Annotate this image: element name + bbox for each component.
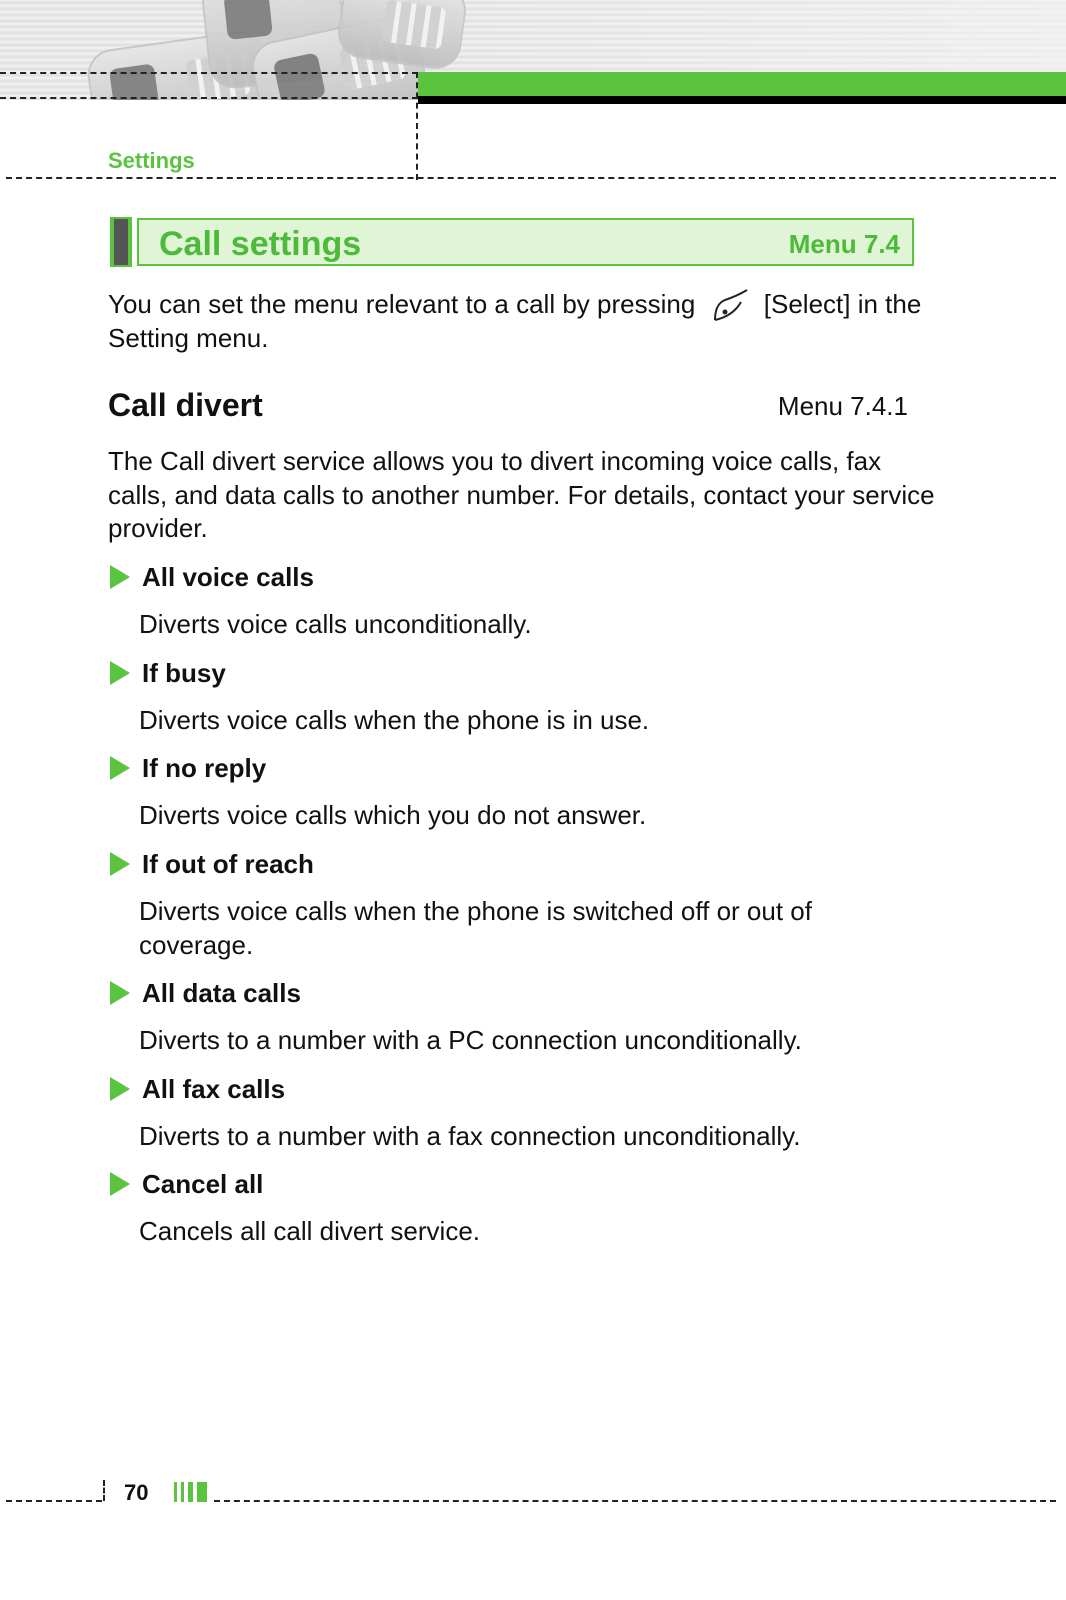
- option-description: Diverts to a number with a PC connection unconditionally.: [139, 1025, 802, 1055]
- option-name: All data calls: [142, 977, 301, 1008]
- option-item: [108, 847, 948, 962]
- section-menu-number: Menu 7.4.1: [777, 391, 908, 421]
- option-description: Diverts voice calls when the phone is switched off or out of coverage.: [139, 896, 812, 960]
- option-description: Cancels all call divert service.: [139, 1216, 481, 1246]
- option-name: If out of reach: [142, 848, 314, 879]
- option-item: [108, 560, 948, 642]
- option-name: If no reply: [142, 752, 267, 783]
- section-heading: Call divert: [108, 387, 263, 423]
- header-dash-line: [0, 72, 418, 74]
- option-description: Diverts voice calls unconditionally.: [139, 609, 532, 639]
- option-description: Diverts to a number with a fax connection unconditionally.: [139, 1121, 801, 1151]
- page-number: 70: [124, 1480, 149, 1505]
- option-item: [108, 656, 948, 738]
- footer-rule: [6, 1500, 102, 1502]
- bullet-arrow-icon: [110, 1077, 130, 1101]
- footer-tick: [103, 1480, 105, 1501]
- option-name: All fax calls: [142, 1073, 286, 1104]
- option-item: [108, 751, 948, 833]
- section-description: The Call divert service allows you to divert incoming voice calls, fax calls, and data calls to another number. For details, contact your service provider.: [108, 446, 935, 543]
- bullet-arrow-icon: [110, 565, 130, 589]
- option-name: Cancel all: [142, 1168, 264, 1199]
- option-description: Diverts voice calls when the phone is in use.: [139, 705, 650, 735]
- option-item: [108, 976, 948, 1058]
- option-description: Diverts voice calls which you do not answer.: [139, 800, 647, 830]
- bullet-arrow-icon: [110, 661, 130, 685]
- bullet-arrow-icon: [110, 852, 130, 876]
- intro-text: You can set the menu relevant to a call by pressing: [108, 289, 696, 319]
- page-title: Call settings: [159, 225, 362, 263]
- header-dash-line: [0, 97, 418, 99]
- send-key-icon: [711, 288, 751, 322]
- intro-text-end: [Select] in the Setting menu.: [108, 289, 922, 353]
- bullet-arrow-icon: [110, 756, 130, 780]
- header-dash-divider: [416, 72, 418, 180]
- footer-bars-decoration: [174, 1482, 207, 1502]
- option-name: All voice calls: [142, 561, 314, 592]
- option-item: [108, 1167, 948, 1249]
- header-green-bar: [418, 72, 1066, 98]
- header-rule: [6, 177, 1056, 179]
- header-black-bar: [418, 96, 1066, 104]
- bullet-arrow-icon: [110, 981, 130, 1005]
- intro-paragraph: [108, 288, 938, 356]
- bullet-arrow-icon: [110, 1172, 130, 1196]
- title-marker: [110, 217, 132, 267]
- title-box: [137, 218, 914, 266]
- option-name: If busy: [142, 657, 226, 688]
- footer-rule: [214, 1500, 1056, 1502]
- title-menu-number: Menu 7.4: [788, 229, 900, 259]
- section-label: Settings: [108, 148, 195, 173]
- option-item: [108, 1072, 948, 1154]
